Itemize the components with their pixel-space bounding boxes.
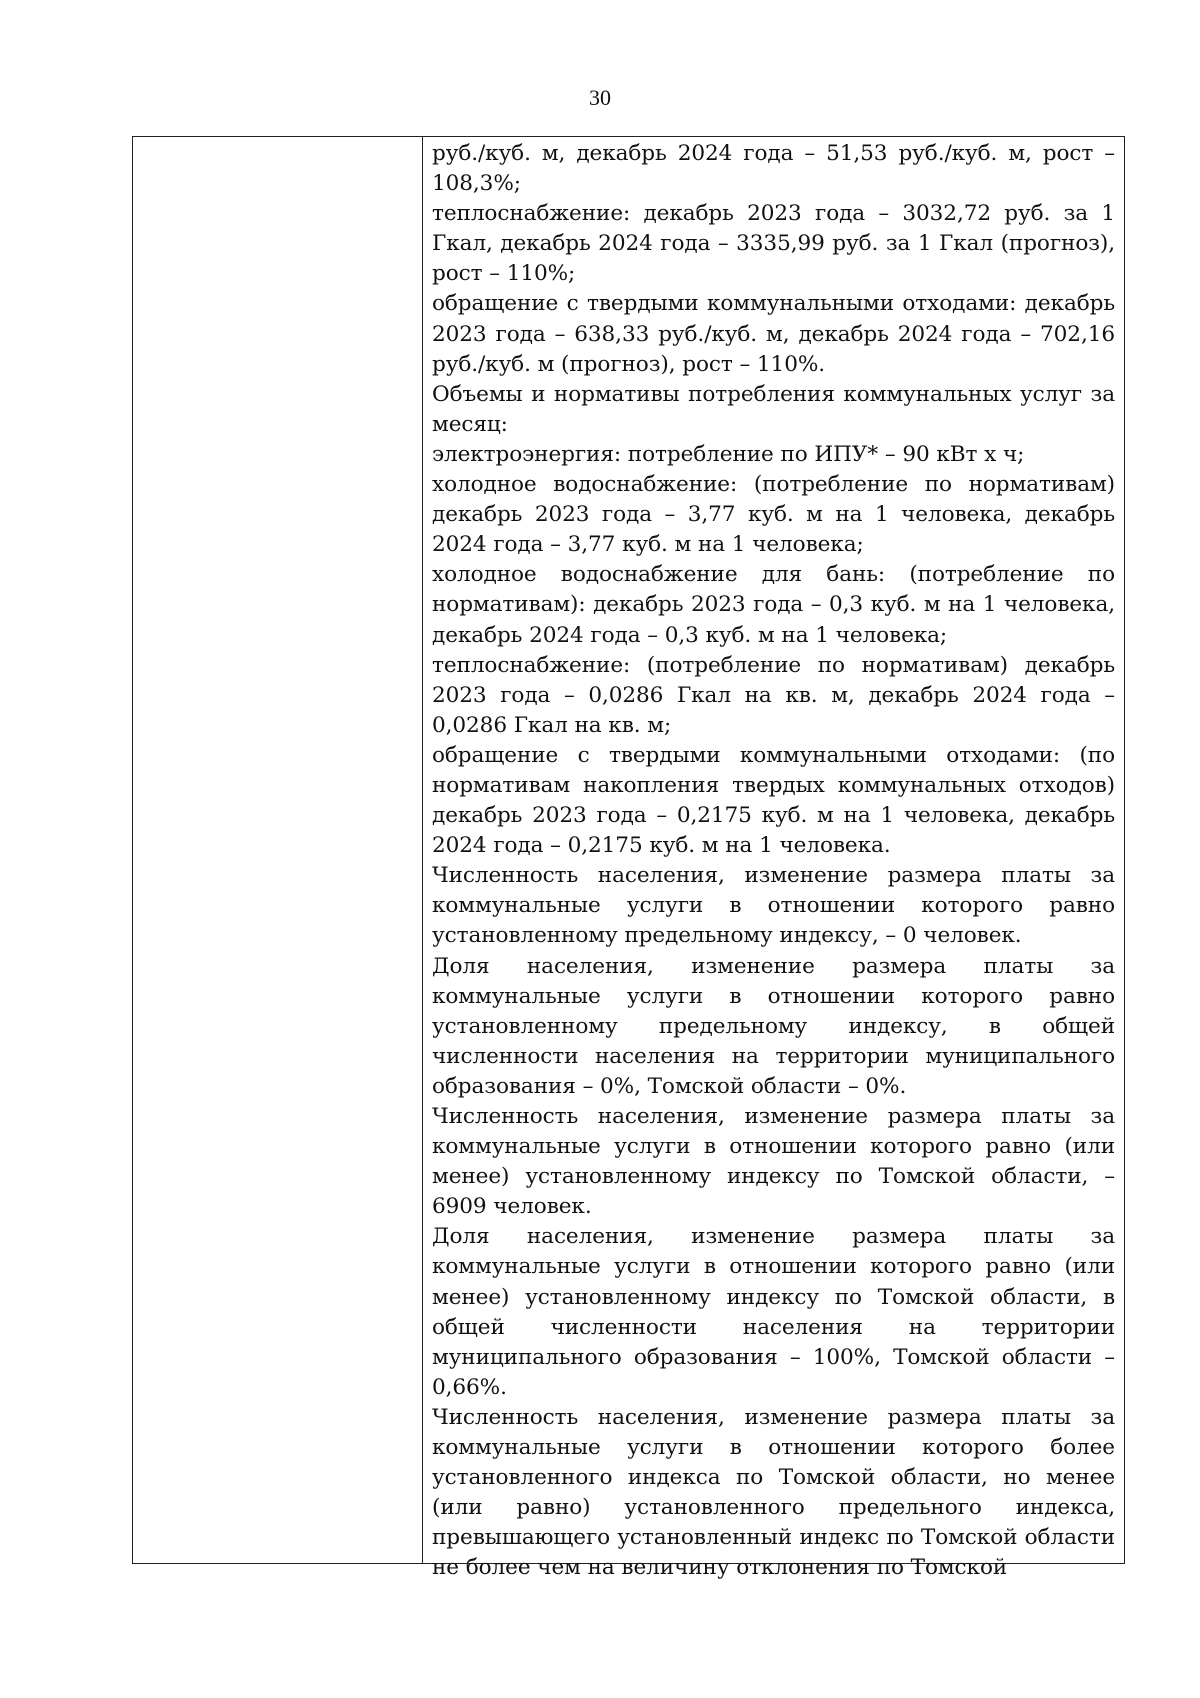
paragraph: Численность населения, изменение размера платы за коммунальные услуги в отношении которого более установленного индекса по Томской области, но менее (или равно) установленного предельного индекса, превышающего установленный индекс по Томской области не более чем на величину отклонения по Томской bbox=[432, 1404, 1115, 1581]
paragraph: теплоснабжение: (потребление по нормативам) декабрь 2023 года – 0,0286 Гкал на кв. м, декабрь 2024 года – 0,0286 Гкал на кв. м; bbox=[432, 652, 1115, 738]
paragraph: Численность населения, изменение размера платы за коммунальные услуги в отношении которого равно (или менее) установленному индексу по Томской области, – 6909 человек. bbox=[432, 1104, 1115, 1220]
paragraph: Доля населения, изменение размера платы за коммунальные услуги в отношении которого равно установленному предельному индексу, в общей численности населения на территории муниципального образования – 0%, Томской области – 0%. bbox=[432, 953, 1115, 1099]
paragraph: обращение с твердыми коммунальными отходами: (по нормативам накопления твердых коммунальных отходов) декабрь 2023 года – 0,2175 куб. м на 1 человека, декабрь 2024 года – 0,2175 куб. м на 1 человека. bbox=[432, 742, 1115, 859]
paragraph: руб./куб. м, декабрь 2024 года – 51,53 руб./куб. м, рост – 108,3%; bbox=[432, 141, 1115, 197]
paragraph: теплоснабжение: декабрь 2023 года – 3032,72 руб. за 1 Гкал, декабрь 2024 года – 3335,99 руб. за 1 Гкал (прогноз), рост – 110%; bbox=[432, 201, 1115, 287]
paragraph: Объемы и нормативы потребления коммунальных услуг за месяц: bbox=[432, 381, 1115, 437]
document-table bbox=[132, 136, 1125, 1581]
page-number: 30 bbox=[589, 85, 611, 110]
paragraph: электроэнергия: потребление по ИПУ* – 90 кВт х ч; bbox=[432, 441, 1025, 467]
paragraph: обращение с твердыми коммунальными отходами: декабрь 2023 года – 638,33 руб./куб. м, декабрь 2024 года – 702,16 руб./куб. м (прогноз), рост – 110%. bbox=[432, 291, 1115, 377]
table-cell-right bbox=[423, 137, 1124, 1581]
paragraph: холодное водоснабжение для бань: (потребление по нормативам): декабрь 2023 года – 0,3 куб. м на 1 человека, декабрь 2024 года – 0,3 куб. м на 1 человека; bbox=[432, 562, 1115, 648]
paragraph: Численность населения, изменение размера платы за коммунальные услуги в отношении которого равно установленному предельному индексу, – 0 человек. bbox=[432, 863, 1115, 949]
paragraph: Доля населения, изменение размера платы за коммунальные услуги в отношении которого равно (или менее) установленному индексу по Томской области, в общей численности населения на территории муниципального образования – 100%, Томской области – 0,66%. bbox=[432, 1224, 1115, 1400]
paragraph: холодное водоснабжение: (потребление по нормативам) декабрь 2023 года – 3,77 куб. м на 1 человека, декабрь 2024 года – 3,77 куб. м на 1 человека; bbox=[432, 472, 1115, 558]
table-cell-left bbox=[133, 137, 423, 1563]
